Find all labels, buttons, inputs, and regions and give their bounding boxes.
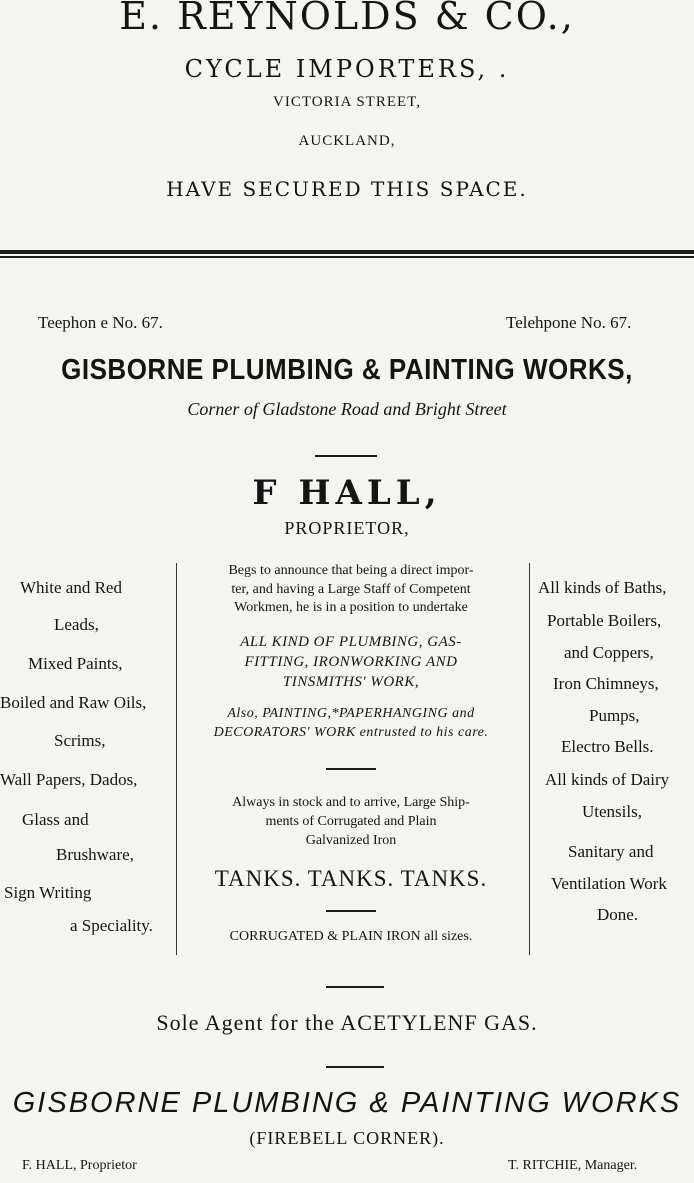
- middle-also-2: DECORATORS' WORK entrusted to his care.: [213, 725, 489, 740]
- business-name: GISBORNE PLUMBING & PAINTING WORKS,: [61, 352, 633, 386]
- short-rule: [326, 986, 384, 988]
- footer-manager: T. RITCHIE, Manager.: [508, 1158, 638, 1173]
- middle-work-2: FITTING, IRONWORKING AND: [244, 654, 458, 670]
- reynolds-company-name: E. REYNOLDS & CO.,: [119, 0, 575, 38]
- middle-stock-2: ments of Corrugated and Plain: [265, 814, 437, 829]
- left-item: a Speciality.: [70, 916, 153, 935]
- footer-location: (FIREBELL CORNER).: [249, 1128, 445, 1148]
- right-item: Iron Chimneys,: [553, 674, 659, 693]
- left-item: Leads,: [54, 615, 99, 634]
- right-item: Portable Boilers,: [547, 611, 662, 630]
- middle-rule-1: [326, 768, 376, 770]
- right-item: Pumps,: [589, 706, 640, 725]
- middle-rule-2: [326, 910, 376, 912]
- middle-work-3: TINSMITHS' WORK,: [282, 674, 420, 690]
- reynolds-trade: CYCLE IMPORTERS, .: [184, 55, 510, 83]
- footer-business-name: GISBORNE PLUMBING & PAINTING WORKS: [12, 1087, 682, 1119]
- left-item: Mixed Paints,: [28, 654, 123, 673]
- owner-name: F HALL,: [252, 473, 442, 513]
- section-divider: [0, 250, 694, 258]
- middle-intro-2: ter, and having a Large Staff of Competent: [231, 582, 471, 597]
- right-item: All kinds of Dairy: [545, 770, 670, 789]
- left-item: Boiled and Raw Oils,: [0, 693, 147, 712]
- left-item: Wall Papers, Dados,: [0, 770, 138, 789]
- sole-agent: Sole Agent for the ACETYLENF GAS.: [156, 1010, 538, 1035]
- column-divider-left: [176, 563, 177, 955]
- business-address: Corner of Gladstone Road and Bright Street: [187, 399, 507, 419]
- right-item: Ventilation Work: [551, 874, 667, 893]
- left-item: Glass and: [22, 810, 89, 829]
- column-divider-right: [529, 563, 530, 955]
- reynolds-street: VICTORIA STREET,: [273, 94, 421, 110]
- middle-also-1: Also, PAINTING,*PAPERHANGING and: [227, 706, 475, 721]
- right-item: and Coppers,: [564, 643, 654, 662]
- left-item: Sign Writing: [4, 883, 92, 902]
- left-item: White and Red: [20, 578, 122, 597]
- footer-proprietor: F. HALL, Proprietor: [22, 1158, 137, 1173]
- right-item: Electro Bells.: [561, 737, 654, 756]
- right-item: Done.: [597, 905, 639, 924]
- short-rule: [315, 455, 377, 457]
- reynolds-city: AUCKLAND,: [298, 133, 396, 149]
- right-item: Sanitary and: [568, 842, 654, 861]
- right-item: All kinds of Baths,: [538, 578, 667, 597]
- middle-intro-3: Workmen, he is in a position to undertake: [234, 600, 468, 615]
- middle-stock-3: Galvanized Iron: [305, 833, 397, 848]
- left-item: Brushware,: [56, 845, 134, 864]
- telephone-right: Telehpone No. 67.: [506, 313, 632, 332]
- short-rule: [326, 1066, 384, 1068]
- middle-tanks: TANKS. TANKS. TANKS.: [214, 866, 488, 891]
- middle-stock-1: Always in stock and to arrive, Large Ship-: [232, 795, 470, 810]
- reynolds-notice: HAVE SECURED THIS SPACE.: [166, 177, 528, 201]
- telephone-left: Teephon e No. 67.: [38, 313, 163, 332]
- left-item: Scrims,: [54, 731, 106, 750]
- middle-iron: CORRUGATED & PLAIN IRON all sizes.: [229, 929, 473, 944]
- middle-intro-1: Begs to announce that being a direct impor-: [228, 563, 474, 578]
- middle-work-1: ALL KIND OF PLUMBING, GAS-: [240, 634, 462, 650]
- owner-title: PROPRIETOR,: [284, 518, 410, 538]
- right-item: Utensils,: [582, 802, 642, 821]
